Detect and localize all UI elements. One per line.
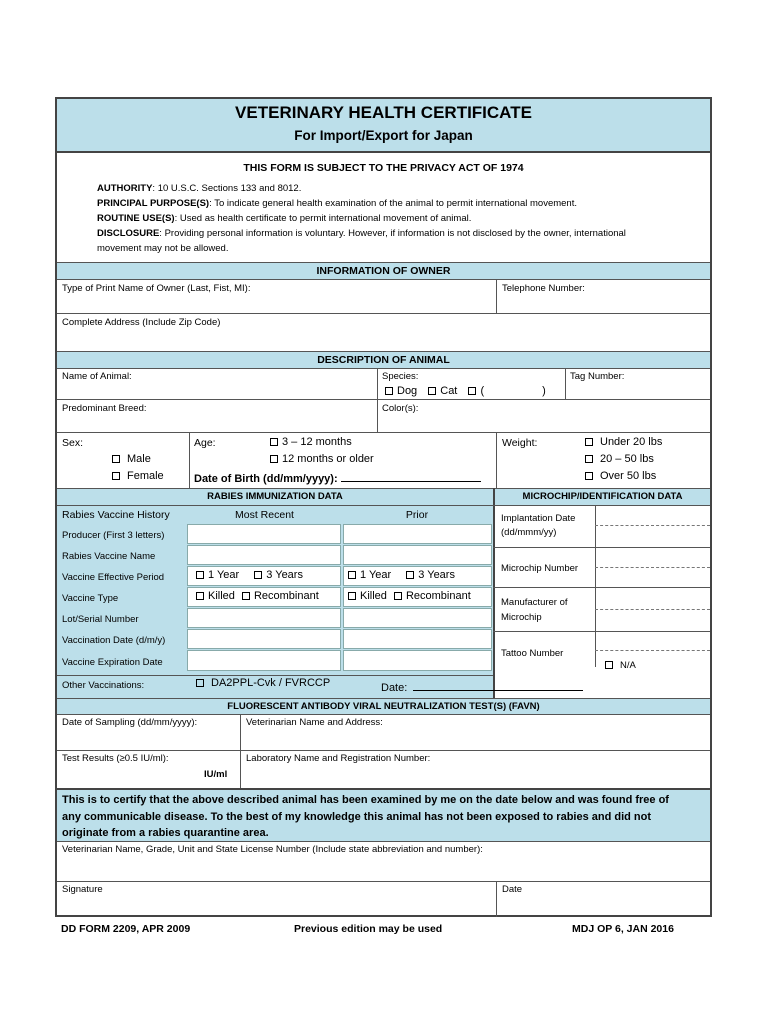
vet-name-address-label: Veterinarian Name and Address: <box>246 717 383 728</box>
exp-date-label: Vaccine Expiration Date <box>62 657 163 668</box>
checkbox-icon[interactable] <box>242 592 250 600</box>
vet-info-label: Veterinarian Name, Grade, Unit and State License Number (Include state abbreviation and number): <box>62 844 483 855</box>
vaccine-name-prior-field[interactable] <box>343 545 492 565</box>
implant-date-field[interactable] <box>597 507 707 547</box>
period-recent-1yr[interactable]: 1 Year <box>196 569 239 581</box>
tattoo-na-option[interactable]: N/A <box>605 660 636 671</box>
dob-field[interactable] <box>341 470 481 482</box>
authority-label: AUTHORITY <box>97 183 153 194</box>
most-recent-header: Most Recent <box>235 509 294 521</box>
checkbox-icon[interactable] <box>385 387 393 395</box>
vaccine-name-label: Rabies Vaccine Name <box>62 551 156 562</box>
type-prior-killed[interactable]: Killed <box>348 590 387 602</box>
purpose-text: : To indicate general health examination of the animal to permit international movement. <box>209 198 577 209</box>
privacy-block <box>97 181 697 256</box>
rabies-heading: RABIES IMMUNIZATION DATA <box>207 491 343 502</box>
previous-edition-note: Previous edition may be used <box>294 923 443 935</box>
vacc-date-label: Vaccination Date (d/m/y) <box>62 635 166 646</box>
type-recent-killed[interactable]: Killed <box>196 590 235 602</box>
da2ppl-option[interactable]: DA2PPL-Cvk / FVRCCP <box>196 677 330 689</box>
test-results-label: Test Results (≥0.5 IU/ml): <box>62 753 169 764</box>
microchip-number-label: Microchip Number <box>501 563 579 574</box>
tattoo-field[interactable] <box>597 633 707 661</box>
manufacturer-label: Manufacturer of Microchip <box>501 597 568 623</box>
owner-name-field[interactable] <box>62 295 492 311</box>
form-id: DD FORM 2209, APR 2009 <box>61 923 191 935</box>
exp-date-prior-field[interactable] <box>343 650 492 671</box>
checkbox-icon[interactable] <box>254 571 262 579</box>
checkbox-icon[interactable] <box>270 455 278 463</box>
vet-info-field[interactable] <box>62 856 702 878</box>
checkbox-icon[interactable] <box>428 387 436 395</box>
species-options <box>385 385 546 397</box>
routine-text: : Used as health certificate to permit international movement of animal. <box>174 213 472 224</box>
weight-option-1[interactable]: Under 20 lbs <box>585 436 662 448</box>
period-prior-3yr[interactable]: 3 Years <box>406 569 455 581</box>
producer-recent-field[interactable] <box>187 524 341 544</box>
checkbox-icon[interactable] <box>196 592 204 600</box>
prior-header: Prior <box>405 509 429 521</box>
sampling-date-label: Date of Sampling (dd/mm/yyyy): <box>62 717 198 728</box>
checkbox-icon[interactable] <box>112 455 120 463</box>
disclosure-text: : Providing personal information is voluntary. However, if information is not disclosed by the owner, international <box>159 228 626 239</box>
other-vacc-label: Other Vaccinations: <box>62 680 145 691</box>
type-recent-options <box>196 590 319 602</box>
mdj-id: MDJ OP 6, JAN 2016 <box>572 923 674 935</box>
checkbox-icon[interactable] <box>394 592 402 600</box>
page-title: VETERINARY HEALTH CERTIFICATE <box>235 103 532 122</box>
vaccine-type-label: Vaccine Type <box>62 593 119 604</box>
other-vacc-date-label: Date: <box>381 682 408 694</box>
certification-statement: This is to certify that the above described animal has been examined by me on the date below and was found free of any communicable disease. To the best of my knowledge this animal has not been exposed to rabies and did not originate from a rabies quarantine area. <box>62 794 669 839</box>
sex-label: Sex: <box>62 437 84 449</box>
privacy-heading: THIS FORM IS SUBJECT TO THE PRIVACY ACT OF 1974 <box>243 162 524 174</box>
color-label: Color(s): <box>382 403 419 414</box>
signature-label: Signature <box>62 884 103 895</box>
type-prior-recombinant[interactable]: Recombinant <box>394 590 471 602</box>
age-option-2[interactable]: 12 months or older <box>270 453 374 465</box>
vaccine-name-recent-field[interactable] <box>187 545 341 565</box>
type-recent-recombinant[interactable]: Recombinant <box>242 590 319 602</box>
sex-female-option[interactable]: Female <box>112 470 164 482</box>
owner-name-label: Type of Print Name of Owner (Last, Fist, MI): <box>62 283 251 294</box>
exp-date-recent-field[interactable] <box>187 650 341 671</box>
weight-option-2[interactable]: 20 – 50 lbs <box>585 453 654 465</box>
implant-label: Implantation Date (dd/mmm/yy) <box>501 513 576 538</box>
microchip-heading: MICROCHIP/IDENTIFICATION DATA <box>522 491 683 502</box>
authority-text: : 10 U.S.C. Sections 133 and 8012. <box>152 183 302 194</box>
disclosure-label: DISCLOSURE <box>97 228 160 239</box>
disclosure-text-2: movement may not be allowed. <box>97 243 229 254</box>
species-cat-option[interactable]: Cat <box>428 385 457 397</box>
iu-ml-unit: IU/ml <box>204 769 228 780</box>
checkbox-icon[interactable] <box>468 387 476 395</box>
manufacturer-field[interactable] <box>597 589 707 629</box>
other-vacc-date <box>381 679 583 694</box>
sex-male-option[interactable]: Male <box>112 453 151 465</box>
address-field[interactable] <box>62 329 702 347</box>
certificate-form <box>55 97 712 917</box>
period-recent-options <box>196 569 303 581</box>
purpose-label: PRINCIPAL PURPOSE(S) <box>97 198 210 209</box>
test-results-field[interactable] <box>62 765 197 783</box>
checkbox-icon[interactable] <box>406 571 414 579</box>
animal-heading: DESCRIPTION OF ANIMAL <box>57 352 710 368</box>
page-subtitle: For Import/Export for Japan <box>294 128 473 143</box>
lab-label: Laboratory Name and Registration Number: <box>246 753 431 764</box>
checkbox-icon[interactable] <box>585 455 593 463</box>
effective-period-label: Vaccine Effective Period <box>62 572 165 583</box>
checkbox-icon[interactable] <box>605 661 613 669</box>
checkbox-icon[interactable] <box>196 679 204 687</box>
checkbox-icon[interactable] <box>585 438 593 446</box>
checkbox-icon[interactable] <box>585 472 593 480</box>
address-label: Complete Address (Include Zip Code) <box>62 317 221 328</box>
breed-label: Predominant Breed: <box>62 403 147 414</box>
tag-number-label: Tag Number: <box>570 371 625 382</box>
routine-label: ROUTINE USE(S) <box>97 213 175 224</box>
favn-heading: FLUORESCENT ANTIBODY VIRAL NEUTRALIZATION TEST(S) (FAVN) <box>57 699 710 714</box>
period-prior-1yr[interactable]: 1 Year <box>348 569 391 581</box>
rabies-history-label: Rabies Vaccine History <box>62 509 170 521</box>
species-dog-option[interactable]: Dog <box>385 385 417 397</box>
vacc-date-prior-field[interactable] <box>343 629 492 649</box>
lot-label: Lot/Serial Number <box>62 614 139 625</box>
microchip-number-field[interactable] <box>597 549 707 586</box>
checkbox-icon[interactable] <box>348 592 356 600</box>
producer-label: Producer (First 3 letters) <box>62 530 165 541</box>
date-label: Date <box>502 884 523 895</box>
period-recent-3yr[interactable]: 3 Years <box>254 569 303 581</box>
checkbox-icon[interactable] <box>270 438 278 446</box>
species-label: Species: <box>382 371 419 382</box>
period-prior-options <box>348 569 455 581</box>
owner-heading: INFORMATION OF OWNER <box>57 263 710 279</box>
dob-row <box>194 470 481 485</box>
weight-label: Weight: <box>502 437 538 449</box>
vacc-date-recent-field[interactable] <box>187 629 341 649</box>
telephone-field[interactable] <box>502 295 702 311</box>
checkbox-icon[interactable] <box>348 571 356 579</box>
lot-recent-field[interactable] <box>187 608 341 628</box>
dob-label: Date of Birth (dd/mm/yyyy): <box>194 473 338 485</box>
age-option-1[interactable]: 3 – 12 months <box>270 436 352 448</box>
date-field[interactable] <box>502 896 702 914</box>
other-vacc-date-field[interactable] <box>413 679 583 691</box>
signature-field[interactable] <box>62 896 492 914</box>
telephone-label: Telephone Number: <box>502 283 585 294</box>
weight-option-3[interactable]: Over 50 lbs <box>585 470 656 482</box>
lot-prior-field[interactable] <box>343 608 492 628</box>
age-label: Age: <box>194 437 216 449</box>
tattoo-label: Tattoo Number <box>501 648 564 659</box>
type-prior-options <box>348 590 471 602</box>
producer-prior-field[interactable] <box>343 524 492 544</box>
species-other-option[interactable]: ( ) <box>468 385 545 397</box>
animal-name-label: Name of Animal: <box>62 371 132 382</box>
checkbox-icon[interactable] <box>112 472 120 480</box>
checkbox-icon[interactable] <box>196 571 204 579</box>
